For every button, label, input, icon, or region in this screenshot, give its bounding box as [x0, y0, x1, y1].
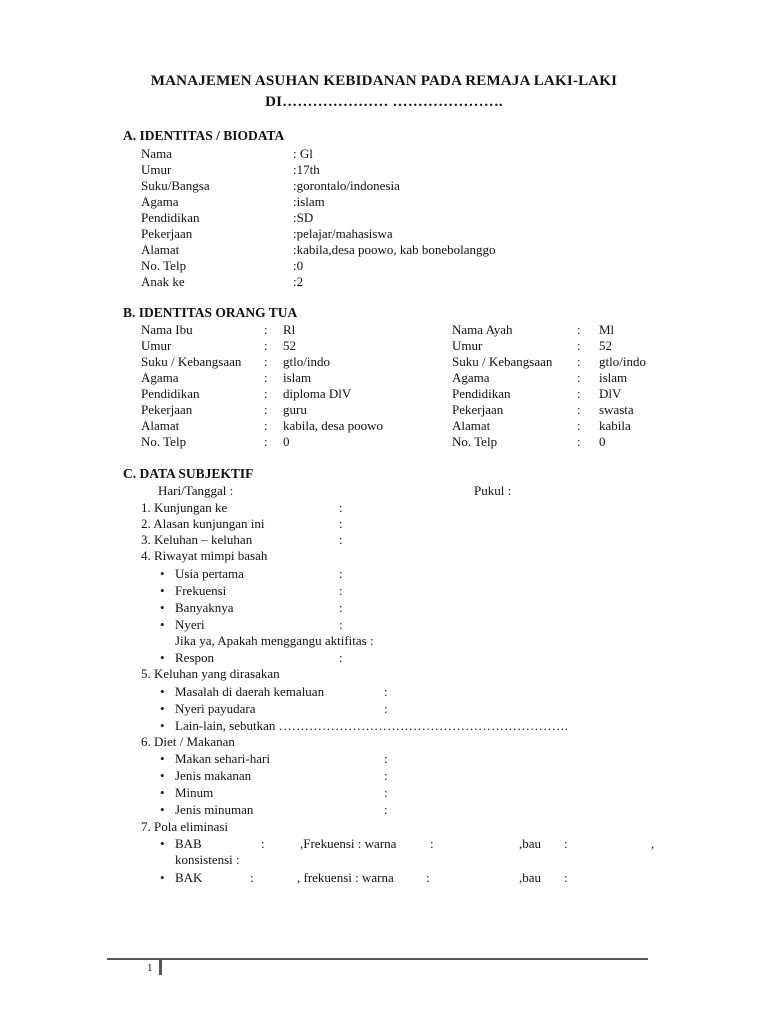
mother-label: Suku / Kebangsaan [141, 354, 242, 369]
colon: : [339, 650, 343, 665]
biodata-value: : Gl [293, 146, 313, 161]
biodata-value: :pelajar/mahasiswa [293, 226, 393, 241]
colon: : [339, 583, 343, 598]
father-value: 52 [599, 338, 612, 353]
bullet-masalah: • Masalah di daerah kemaluan [175, 684, 324, 700]
colon: : [250, 870, 254, 885]
bab-comma: , [651, 836, 655, 851]
colon: : [264, 434, 268, 449]
item-keluhan: 3. Keluhan – keluhan [141, 532, 253, 547]
mother-value: 52 [283, 338, 296, 353]
biodata-value: :2 [293, 274, 304, 289]
colon: : [264, 370, 268, 385]
hari-tanggal-field: Hari/Tanggal : [158, 483, 234, 498]
father-label: Pekerjaan [452, 402, 504, 417]
colon: : [384, 802, 388, 817]
father-value: kabila [599, 418, 631, 433]
mother-value: diploma DlV [283, 386, 352, 401]
colon: : [264, 402, 268, 417]
biodata-value: :SD [293, 210, 314, 225]
colon: : [564, 836, 568, 851]
bullet-usia: • Usia pertama [175, 566, 244, 582]
father-value: islam [599, 370, 628, 385]
father-label: Agama [452, 370, 490, 385]
bab-konsistensi: konsistensi : [175, 852, 240, 867]
footer-divider [107, 958, 648, 960]
colon: : [430, 836, 434, 851]
mother-value: kabila, desa poowo [283, 418, 384, 433]
colon: : [564, 870, 568, 885]
father-label: No. Telp [452, 434, 498, 449]
mother-label: Umur [141, 338, 172, 353]
biodata-label: Alamat [141, 242, 180, 257]
mother-value: islam [283, 370, 312, 385]
father-value: 0 [599, 434, 606, 449]
mother-label: Nama Ibu [141, 322, 193, 337]
jika-ya-text: Jika ya, Apakah menggangu aktifitas : [175, 633, 374, 648]
biodata-label: Anak ke [141, 274, 185, 289]
biodata-label: Umur [141, 162, 172, 177]
colon: : [577, 370, 581, 385]
bab-frekuensi: ,Frekuensi : warna [300, 836, 397, 851]
mother-value: 0 [283, 434, 290, 449]
colon: : [577, 338, 581, 353]
section-a-heading: A. IDENTITAS / BIODATA [123, 128, 285, 143]
bullet-bak: • BAK [175, 870, 202, 886]
colon: : [264, 354, 268, 369]
bullet-minum: • Minum [175, 785, 213, 801]
biodata-label: Agama [141, 194, 179, 209]
item-alasan: 2. Alasan kunjungan ini [141, 516, 265, 531]
colon: : [339, 516, 343, 531]
bullet-jenis-makanan: • Jenis makanan [175, 768, 251, 784]
bullet-nyeri: • Nyeri [175, 617, 205, 633]
bullet-respon: • Respon [175, 650, 214, 666]
colon: : [384, 701, 388, 716]
footer-page-marker [159, 960, 162, 975]
father-value: Ml [599, 322, 615, 337]
colon: : [384, 751, 388, 766]
father-label: Umur [452, 338, 483, 353]
bullet-frekuensi: • Frekuensi [175, 583, 226, 599]
mother-value: gtlo/indo [283, 354, 330, 369]
colon: : [577, 354, 581, 369]
mother-value: guru [283, 402, 307, 417]
colon: : [339, 566, 343, 581]
colon: : [384, 768, 388, 783]
mother-label: No. Telp [141, 434, 187, 449]
colon: : [261, 836, 265, 851]
colon: : [264, 418, 268, 433]
biodata-label: No. Telp [141, 258, 187, 273]
biodata-label: Pekerjaan [141, 226, 193, 241]
colon: : [264, 386, 268, 401]
colon: : [339, 617, 343, 632]
mother-value: Rl [283, 322, 296, 337]
document-title-line1: MANAJEMEN ASUHAN KEBIDANAN PADA REMAJA LAKI-LAKI [150, 73, 618, 89]
bullet-jenis-minuman: • Jenis minuman [175, 802, 253, 818]
colon: : [384, 684, 388, 699]
biodata-label: Suku/Bangsa [141, 178, 210, 193]
colon: : [577, 418, 581, 433]
bak-frekuensi: , frekuensi : warna [297, 870, 394, 885]
item-kunjungan: 1. Kunjungan ke [141, 500, 228, 515]
biodata-value: :0 [293, 258, 304, 273]
colon: : [264, 322, 268, 337]
bullet-lain-lain: • Lain-lain, sebutkan …………………………………………………………. [175, 718, 568, 734]
colon: : [577, 322, 581, 337]
item-diet: 6. Diet / Makanan [141, 734, 235, 749]
bullet-banyaknya: • Banyaknya [175, 600, 233, 616]
bullet-makan: • Makan sehari-hari [175, 751, 270, 767]
mother-label: Pendidikan [141, 386, 200, 401]
biodata-label: Nama [141, 146, 173, 161]
colon: : [384, 785, 388, 800]
biodata-value: :gorontalo/indonesia [293, 178, 400, 193]
colon: : [426, 870, 430, 885]
colon: : [264, 338, 268, 353]
bullet-bab: • BAB [175, 836, 202, 852]
item-riwayat: 4. Riwayat mimpi basah [141, 548, 268, 563]
colon: : [339, 600, 343, 615]
father-label: Suku / Kebangsaan [452, 354, 553, 369]
mother-label: Pekerjaan [141, 402, 193, 417]
father-value: gtlo/indo [599, 354, 646, 369]
pukul-field: Pukul : [474, 483, 512, 498]
father-label: Pendidikan [452, 386, 511, 401]
colon: : [577, 386, 581, 401]
father-label: Alamat [452, 418, 491, 433]
father-value: swasta [599, 402, 634, 417]
colon: : [577, 402, 581, 417]
colon: : [577, 434, 581, 449]
item-keluhan-dirasakan: 5. Keluhan yang dirasakan [141, 666, 280, 681]
mother-label: Alamat [141, 418, 180, 433]
bullet-nyeri-payudara: • Nyeri payudara [175, 701, 256, 717]
colon: : [339, 532, 343, 547]
item-pola-eliminasi: 7. Pola eliminasi [141, 819, 229, 834]
biodata-label: Pendidikan [141, 210, 200, 225]
biodata-value: :islam [293, 194, 325, 209]
page-number: 1 [147, 962, 153, 974]
colon: : [339, 500, 343, 515]
father-label: Nama Ayah [452, 322, 513, 337]
mother-label: Agama [141, 370, 179, 385]
bak-bau: ,bau [519, 870, 542, 885]
biodata-value: :17th [293, 162, 320, 177]
document-title-line2: DI………………… …………………. [265, 94, 503, 110]
bab-bau: ,bau [519, 836, 542, 851]
father-value: DlV [599, 386, 622, 401]
section-b-heading: B. IDENTITAS ORANG TUA [123, 305, 298, 320]
section-c-heading: C. DATA SUBJEKTIF [123, 466, 254, 481]
biodata-value: :kabila,desa poowo, kab bonebolanggo [293, 242, 496, 257]
